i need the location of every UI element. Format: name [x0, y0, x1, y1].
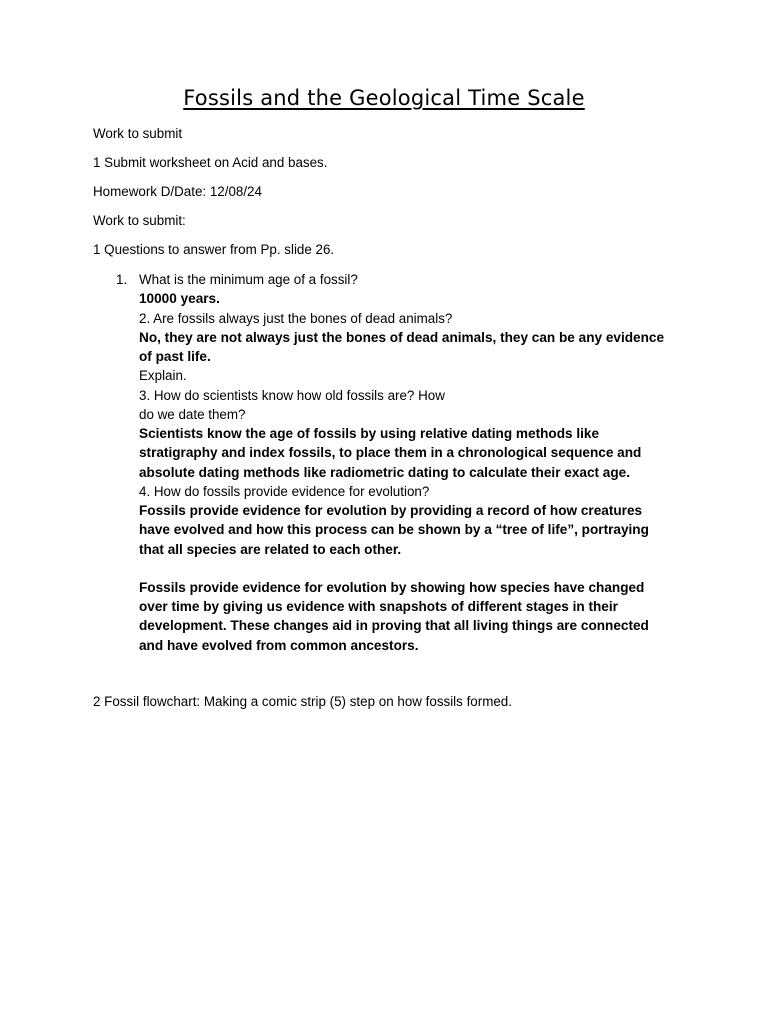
question-1-text: What is the minimum age of a fossil?	[139, 272, 358, 287]
question-4: 4. How do fossils provide evidence for evolution?	[139, 483, 430, 499]
paragraph-gap	[93, 559, 693, 578]
questions-intro-line: 1 Questions to answer from Pp. slide 26.	[93, 242, 335, 257]
question-3-line-1: 3. How do scientists know how old fossils are? How	[139, 387, 445, 403]
answer-2: No, they are not always just the bones of dead animals, they can be any evidence of past life.	[139, 329, 665, 364]
work-to-submit-line: Work to submit	[93, 126, 183, 141]
question-list	[93, 270, 693, 655]
list-number: 1.	[116, 272, 128, 287]
question-1	[93, 270, 693, 289]
answer-3: Scientists know the age of fossils by using relative dating methods like stratigraphy and index fossils, to place them in a chronological sequence and absolute dating methods like radiometric dating to calculate their exact age.	[139, 425, 642, 480]
answer-4-paragraph-1: Fossils provide evidence for evolution by providing a record of how creatures have evolved and how this process can be shown by a “tree of life”, portraying that all species are related to each other.	[139, 503, 649, 557]
submit-worksheet-line: 1 Submit worksheet on Acid and bases.	[93, 155, 328, 170]
answer-1: 10000 years.	[139, 291, 220, 307]
answer-4-paragraph-2: Fossils provide evidence for evolution by showing how species have changed over time by giving us evidence with snapshots of different stages in their development. These changes aid in proving that all living things are connected and have evolved from common ancestors.	[139, 579, 649, 653]
work-to-submit-line-2: Work to submit:	[93, 213, 186, 228]
question-2: 2. Are fossils always just the bones of dead animals?	[139, 310, 453, 326]
document-title: Fossils and the Geological Time Scale	[183, 86, 585, 110]
question-3-line-2: do we date them?	[139, 406, 246, 422]
question-2-explain: Explain.	[139, 368, 187, 384]
homework-date-line: Homework D/Date: 12/08/24	[93, 184, 262, 199]
fossil-flowchart-line: 2 Fossil flowchart: Making a comic strip (5) step on how fossils formed.	[93, 694, 512, 709]
